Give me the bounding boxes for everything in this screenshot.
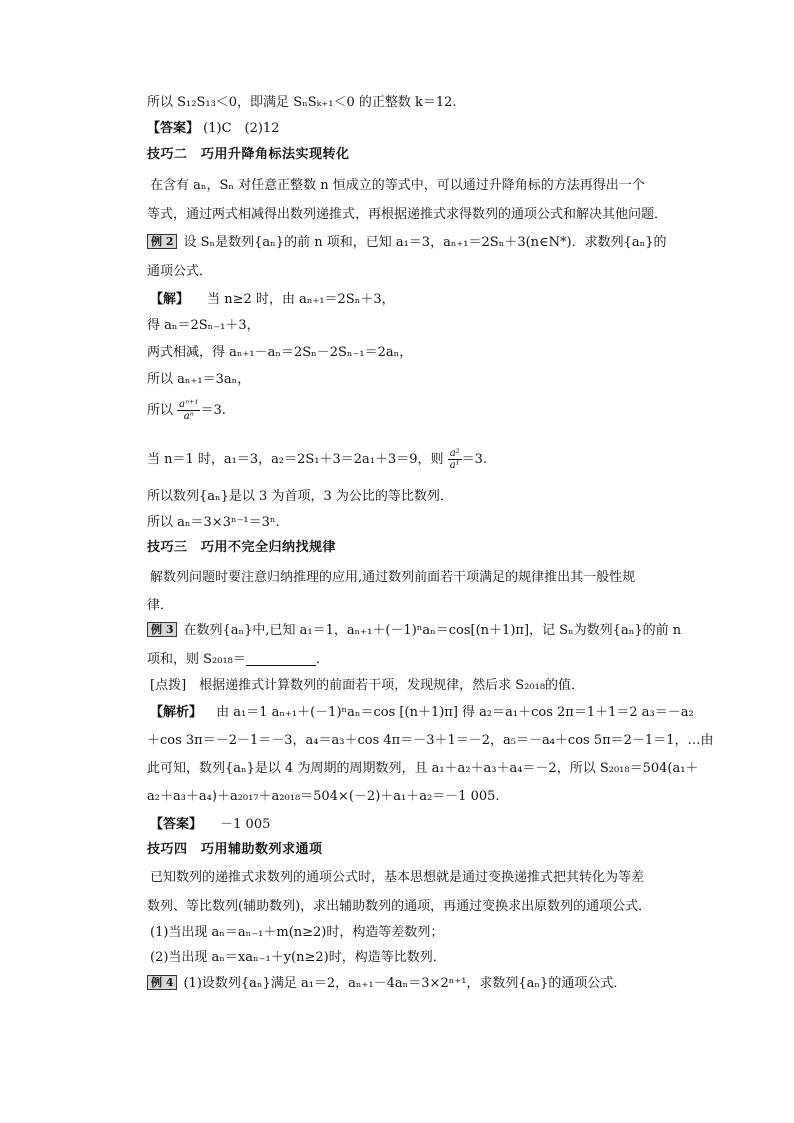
example-line [147, 621, 681, 641]
paragraph-line: 已知数列的递推式求数列的通项公式时，基本思想就是通过变换递推式把其转化为等差 [150, 870, 645, 885]
fraction-prefix: 当 n＝1 时，a₁＝3，a₂＝2S₁＋3＝2a₁＋3＝9，则 [147, 452, 444, 467]
answer-line [147, 119, 279, 139]
paragraph-line: (2)当出现 aₙ＝xaₙ₋₁＋y(n≥2)时，构造等比数列． [150, 950, 446, 965]
fraction-suffix: ＝3. [200, 403, 226, 418]
analysis-label: 【解析】 [150, 705, 203, 720]
hint-line: [点拨] 根据递推式计算数列的前面若干项，发现规律，然后求 S₂₀₁₈的值． [150, 678, 585, 693]
example-text: (1)设数列{aₙ}满足 a₁＝2，aₙ₊₁－4aₙ＝3×2ⁿ⁺¹，求数列{aₙ}的通项公式． [183, 976, 627, 991]
example-badge: 例 3 [147, 622, 177, 637]
fraction-suffix: ＝3. [461, 452, 488, 467]
fraction-numerator: a² [449, 448, 460, 459]
solution-line [150, 290, 395, 310]
example-text: 在数列{aₙ}中,已知 a₁＝1，aₙ₊₁＋(－1)ⁿaₙ＝cos[(n＋1)π]，记 Sₙ为数列{aₙ}的前 n [183, 623, 682, 638]
fraction-line [147, 396, 226, 426]
section-heading: 技巧三 巧用不完全归纳找规律 [147, 540, 337, 555]
solution-line: 所以 aₙ＝3×3ⁿ⁻¹＝3ⁿ. [147, 515, 280, 530]
paragraph-line: 数列、等比数列(辅助数列)，求出辅助数列的通项，再通过变换求出原数列的通项公式． [147, 899, 652, 914]
example-text: ． [315, 652, 329, 667]
paragraph-line: (1)当出现 aₙ＝aₙ₋₁＋m(n≥2)时，构造等差数列； [150, 925, 444, 940]
answer-label: 【答案】 [150, 817, 203, 832]
paragraph-line: 解数列问题时要注意归纳推理的应用,通过数列前面若干项满足的规律推出其一般性规 [150, 570, 636, 585]
example-text: 项和，则 S₂₀₁₈＝ [147, 652, 246, 667]
solution-line: 所以数列{aₙ}是以 3 为首项，3 为公比的等比数列． [147, 489, 453, 504]
analysis-line: 此可知，数列{aₙ}是以 4 为周期的周期数列，且 a₁＋a₂＋a₃＋a₄＝－2，所以 S₂₀₁₈＝504(a₁＋ [147, 761, 699, 776]
example-line [147, 974, 626, 994]
analysis-line: ＋cos 3π＝－2－1＝－3，a₄＝a₃＋cos 4π＝－3＋1＝－2，a₅＝－a₄＋cos 5π＝2－1＝1，…由 [147, 733, 714, 748]
fraction-numerator: aⁿ⁺¹ [179, 399, 199, 410]
answer-text: －1 005 [220, 817, 271, 832]
fraction [448, 448, 462, 471]
analysis-line [150, 703, 694, 723]
example-line [147, 650, 329, 670]
solution-text: 当 n≥2 时，由 aₙ₊₁＝2Sₙ＋3， [207, 292, 395, 307]
answer-label: 【答案】 [147, 121, 200, 136]
section-heading: 技巧四 巧用辅助数列求通项 [147, 842, 323, 857]
solution-line: 两式相减，得 aₙ₊₁－aₙ＝2Sₙ－2Sₙ₋₁＝2aₙ， [147, 345, 413, 360]
example-badge: 例 2 [147, 234, 177, 249]
fraction-denominator: a¹ [449, 460, 460, 471]
paragraph-line: 在含有 aₙ，Sₙ 对任意正整数 n 恒成立的等式中，可以通过升降角标的方法再得出一个 [150, 178, 645, 193]
analysis-line: a₂＋a₃＋a₄)＋a₂₀₁₇＋a₂₀₁₈＝504×(－2)＋a₁＋a₂＝－1 005. [147, 789, 500, 804]
fraction-denominator: aⁿ [183, 411, 194, 422]
text-line: 所以 S₁₂S₁₃＜0，即满足 SₙSₖ₊₁＜0 的正整数 k＝12. [147, 95, 457, 110]
answer-text: (1)C (2)12 [203, 121, 280, 136]
answer-line [150, 815, 270, 835]
paragraph-line: 通项公式． [147, 264, 213, 279]
answer-blank [246, 651, 316, 666]
solution-line: 得 aₙ＝2Sₙ₋₁＋3， [147, 318, 260, 333]
fraction-line [147, 445, 487, 475]
example-line [147, 233, 667, 253]
example-text: 设 Sₙ是数列{aₙ}的前 n 项和，已知 a₁＝3，aₙ₊₁＝2Sₙ＋3(n∈N*)．求数列{aₙ}的 [183, 235, 667, 250]
section-heading: 技巧二 巧用升降角标法实现转化 [147, 147, 350, 162]
analysis-text: 由 a₁＝1 aₙ₊₁＋(－1)ⁿaₙ＝cos [(n＋1)π] 得 a₂＝a₁＋cos 2π＝1＋1＝2 a₃＝－a₂ [216, 705, 694, 720]
fraction-prefix: 所以 [147, 403, 174, 418]
solution-line: 所以 aₙ₊₁＝3aₙ， [147, 372, 251, 387]
paragraph-line: 律． [147, 598, 174, 613]
example-badge: 例 4 [147, 975, 177, 990]
fraction [177, 399, 200, 422]
solution-label: 【解】 [150, 292, 190, 307]
paragraph-line: 等式，通过两式相减得出数列递推式，再根据递推式求得数列的通项公式和解决其他问题． [147, 207, 668, 222]
